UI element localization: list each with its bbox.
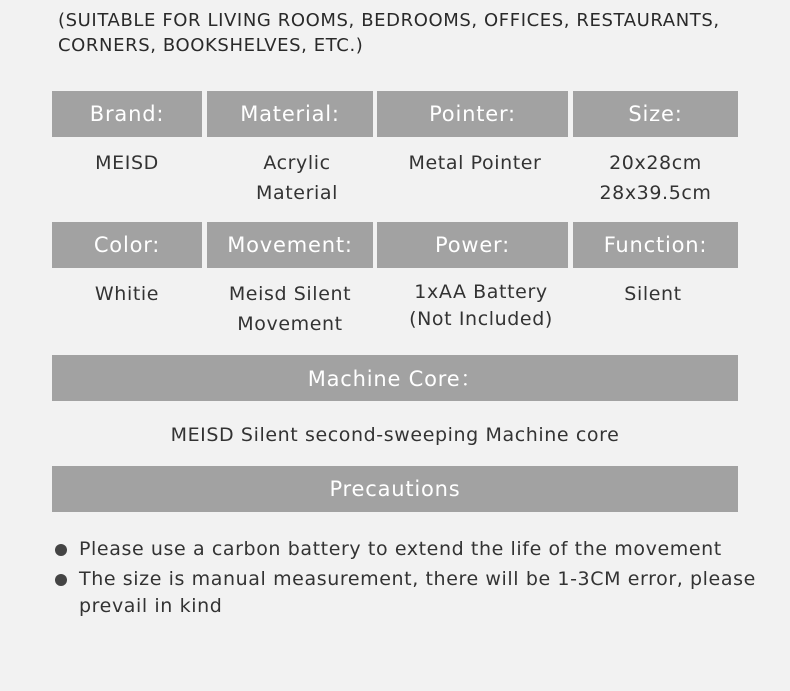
machine-core-header: Machine Core： [52, 355, 738, 401]
spec-header-function: Function: [573, 222, 738, 268]
precaution-text: Please use a carbon battery to extend the life of the movement [79, 538, 722, 560]
spec-header-movement: Movement: [207, 222, 373, 268]
intro-text: (SUITABLE FOR LIVING ROOMS, BEDROOMS, OFFICES, RESTAURANTS, CORNERS, BOOKSHELVES, ETC.) [58, 10, 720, 56]
list-item [52, 536, 772, 563]
spec-header-pointer: Pointer: [377, 91, 568, 137]
spec-header-color: Color: [52, 222, 202, 268]
spec-header-brand: Brand: [52, 91, 202, 137]
spec-value-movement: Meisd Silent Movement [228, 283, 352, 335]
spec-value-size: 20x28cm 28x39.5cm [599, 152, 712, 204]
list-item [52, 566, 772, 620]
spec-header-size: Size: [573, 91, 738, 137]
bullet-icon [55, 574, 67, 586]
precautions-header: Precautions [52, 466, 738, 512]
spec-value-material: Acrylic Material [256, 152, 338, 204]
machine-core-value: MEISD Silent second-sweeping Machine core [170, 424, 620, 446]
precautions-list [52, 536, 772, 623]
spec-value-power: 1xAA Battery (Not Included) [409, 281, 553, 330]
spec-header-power: Power: [377, 222, 568, 268]
bullet-icon [55, 544, 67, 556]
precaution-text: The size is manual measurement, there will be 1-3CM error, please prevail in kind [79, 568, 756, 617]
spec-header-material: Material: [207, 91, 373, 137]
spec-value-function: Silent [624, 283, 682, 305]
spec-value-color: Whitie [94, 283, 160, 305]
spec-value-brand: MEISD [95, 152, 159, 174]
spec-value-pointer: Metal Pointer [408, 152, 542, 174]
